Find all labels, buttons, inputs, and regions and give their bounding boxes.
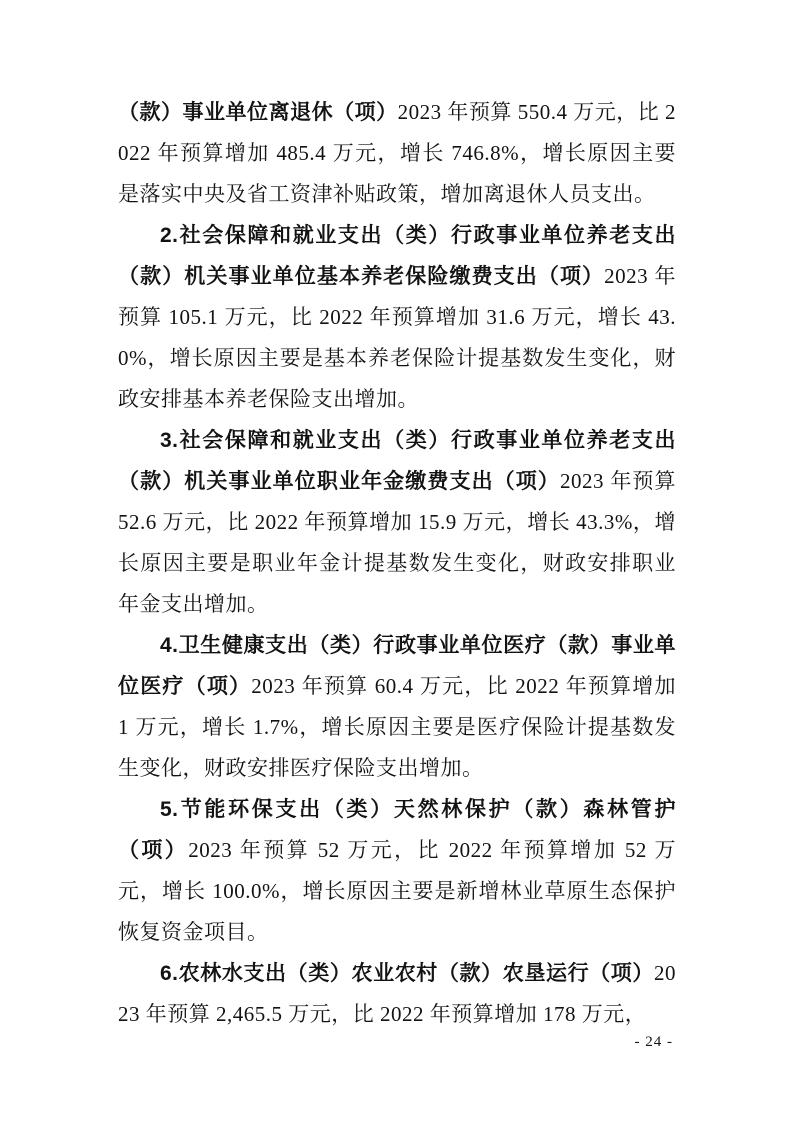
paragraph-heading: 5.节能环保支出（类）天然林保护（款）森林管护（项） bbox=[118, 798, 676, 862]
paragraph-text: 2023 年预算 60.4 万元，比 2022 年预算增加 1 万元，增长 1.7%，增长原因主要是医疗保险计提基数发生变化，财政安排医疗保险支出增加。 bbox=[118, 674, 677, 780]
paragraph-text: 2023 年预算 52.6 万元，比 2022 年预算增加 15.9 万元，增长 43.3%，增长原因主要是职业年金计提基数发生变化，财政安排职业年金支出增加。 bbox=[118, 469, 677, 616]
paragraph-item-4 bbox=[118, 625, 676, 789]
page-number: - 24 - bbox=[634, 1034, 673, 1050]
paragraph-heading: 4.卫生健康支出（类）行政事业单位医疗（款）事业单位医疗（项） bbox=[118, 634, 676, 698]
paragraph-item-2 bbox=[118, 215, 676, 420]
paragraph-continuation bbox=[118, 92, 676, 215]
document-body bbox=[118, 92, 676, 1035]
paragraph-item-6 bbox=[118, 953, 676, 1035]
paragraph-heading: 6.农林水支出（类）农业农村（款）农垦运行（项） bbox=[160, 962, 654, 985]
paragraph-text: 2023 年预算 52 万元，比 2022 年预算增加 52 万元，增长 100.0%，增长原因主要是新增林业草原生态保护恢复资金项目。 bbox=[118, 838, 677, 944]
paragraph-item-3 bbox=[118, 420, 676, 625]
paragraph-heading: 2.社会保障和就业支出（类）行政事业单位养老支出（款）机关事业单位基本养老保险缴费支出（项） bbox=[118, 224, 676, 288]
paragraph-text: 2023 年预算 105.1 万元，比 2022 年预算增加 31.6 万元，增长 43.0%，增长原因主要是基本养老保险计提基数发生变化，财政安排基本养老保险支出增加。 bbox=[118, 264, 677, 411]
paragraph-text: 2023 年预算 2,465.5 万元，比 2022 年预算增加 178 万元， bbox=[118, 961, 676, 1026]
paragraph-text: 2023 年预算 550.4 万元，比 2022 年预算增加 485.4 万元，增长 746.8%，增长原因主要是落实中央及省工资津补贴政策，增加离退休人员支出。 bbox=[118, 100, 677, 206]
paragraph-heading: （款）事业单位离退休（项） bbox=[118, 101, 398, 124]
paragraph-heading: 3.社会保障和就业支出（类）行政事业单位养老支出（款）机关事业单位职业年金缴费支出（项） bbox=[118, 429, 676, 493]
paragraph-item-5 bbox=[118, 789, 676, 953]
